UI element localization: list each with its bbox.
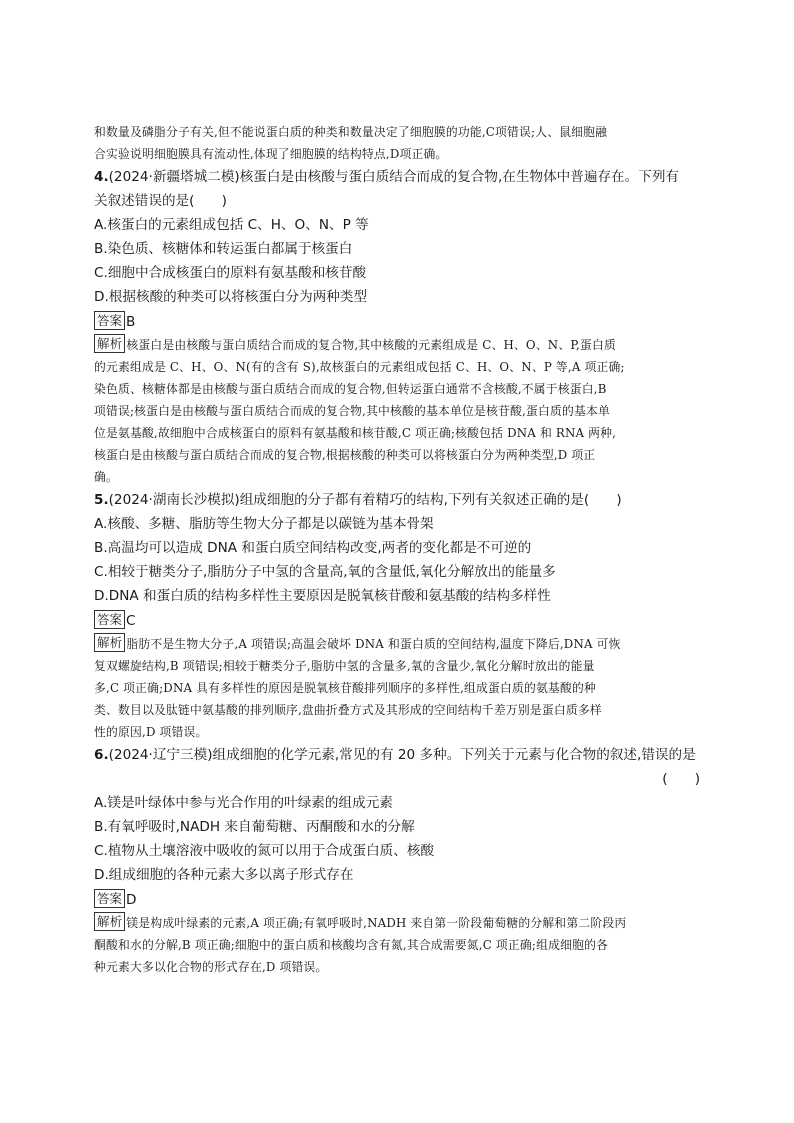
- option-d: D.DNA 和蛋白质的结构多样性主要原因是脱氧核苷酸和氨基酸的结构多样性: [94, 588, 551, 604]
- question-number: 6.: [94, 747, 109, 763]
- analysis-line: 解析 镁是构成叶绿素的元素,A 项正确;有氧呼吸时,NADH 来自第一阶段葡萄糖的分解和第二阶段丙: [94, 912, 704, 934]
- option-a: A.核酸、多糖、脂肪等生物大分子都是以碳链为基本骨架: [94, 516, 434, 532]
- option-c: C.植物从土壤溶液中吸收的氮可以用于合成蛋白质、核酸: [94, 843, 435, 859]
- answer-tag: 答案: [94, 889, 125, 908]
- analysis-line: 项错误;核蛋白是由核酸与蛋白质结合而成的复合物,其中核酸的基本单位是核苷酸,蛋白质的基本单: [94, 404, 610, 418]
- option-b: B.有氧呼吸时,NADH 来自葡萄糖、丙酮酸和水的分解: [94, 819, 415, 835]
- analysis-tag: 解析: [94, 334, 125, 353]
- analysis-line: 酮酸和水的分解,B 项正确;细胞中的蛋白质和核酸均含有氮,其合成需要氮,C 项正确;组成细胞的各: [94, 938, 609, 952]
- analysis-line: 解析 脂肪不是生物大分子,A 项错误;高温会破坏 DNA 和蛋白质的空间结构,温度下降后,DNA 可恢: [94, 633, 704, 655]
- analysis: [94, 334, 704, 488]
- option-c: C.相较于糖类分子,脂肪分子中氢的含量高,氧的含量低,氧化分解放出的能量多: [94, 564, 556, 580]
- analysis-line: 种元素大多以化合物的形式存在,D 项错误。: [94, 960, 328, 974]
- option-b: B.染色质、核糖体和转运蛋白都属于核蛋白: [94, 241, 353, 257]
- analysis-line: 复双螺旋结构,B 项错误;相较于糖类分子,脂肪中氢的含量多,氧的含量少,氧化分解时放出的能量: [94, 659, 595, 673]
- answer-paren: ( ): [662, 771, 700, 787]
- analysis-line: 类、数目以及肽链中氨基酸的排列顺序,盘曲折叠方式及其形成的空间结构千差万别是蛋白质多样: [94, 703, 602, 717]
- analysis-line: 确。: [94, 470, 118, 484]
- question-stem-line: 关叙述错误的是( ): [94, 193, 227, 209]
- intro-line: 合实验说明细胞膜具有流动性,体现了细胞膜的结构特点,D项正确。: [94, 147, 448, 161]
- question-stem-line: 4.(2024·新疆塔城二模)核蛋白是由核酸与蛋白质结合而成的复合物,在生物体中普遍存在。下列有: [94, 169, 680, 185]
- answer-tag: 答案: [94, 610, 125, 629]
- answer-tag: 答案: [94, 311, 125, 330]
- analysis-line: 解析 核蛋白是由核酸与蛋白质结合而成的复合物,其中核酸的元素组成是 C、H、O、N、P,蛋白质: [94, 334, 704, 356]
- option-a: A.核蛋白的元素组成包括 C、H、O、N、P 等: [94, 217, 369, 233]
- analysis-line: 染色质、核糖体都是由核酸与蛋白质结合而成的复合物,但转运蛋白通常不含核酸,不属于核蛋白,B: [94, 382, 607, 396]
- option-a: A.镁是叶绿体中参与光合作用的叶绿素的组成元素: [94, 795, 393, 811]
- analysis-line: 的元素组成是 C、H、O、N(有的含有 S),故核蛋白的元素组成包括 C、H、O、N、P 等,A 项正确;: [94, 360, 625, 374]
- question-number: 5.: [94, 492, 109, 508]
- intro-paragraph: [94, 121, 704, 165]
- analysis-line: 多,C 项正确;DNA 具有多样性的原因是脱氧核苷酸排列顺序的多样性,组成蛋白质的氨基酸的种: [94, 681, 596, 695]
- intro-line: 和数量及磷脂分子有关,但不能说蛋白质的种类和数量决定了细胞膜的功能,C项错误;人、鼠细胞融: [94, 125, 608, 139]
- option-d: D.组成细胞的各种元素大多以离子形式存在: [94, 867, 354, 883]
- option-b: B.高温均可以造成 DNA 和蛋白质空间结构改变,两者的变化都是不可逆的: [94, 540, 532, 556]
- analysis-line: 性的原因,D 项错误。: [94, 725, 208, 739]
- analysis-tag: 解析: [94, 912, 125, 931]
- question-number: 4.: [94, 169, 109, 185]
- option-d: D.根据核酸的种类可以将核蛋白分为两种类型: [94, 289, 368, 305]
- analysis: [94, 633, 704, 743]
- question-6: [94, 743, 704, 978]
- analysis-line: 核蛋白是由核酸与蛋白质结合而成的复合物,根据核酸的种类可以将核蛋白分为两种类型,D 项正: [94, 448, 596, 462]
- document-page: [94, 121, 704, 978]
- answer-row: [94, 609, 704, 633]
- analysis: [94, 912, 704, 978]
- answer-value: C: [126, 613, 136, 629]
- option-c: C.细胞中合成核蛋白的原料有氨基酸和核苷酸: [94, 265, 367, 281]
- question-stem-line: 5.(2024·湖南长沙模拟)组成细胞的分子都有着精巧的结构,下列有关叙述正确的是( ): [94, 492, 622, 508]
- analysis-tag: 解析: [94, 633, 125, 652]
- question-5: [94, 488, 704, 743]
- question-stem-line: 6.(2024·辽宁三模)组成细胞的化学元素,常见的有 20 多种。下列关于元素与化合物的叙述,错误的是: [94, 747, 696, 763]
- analysis-line: 位是氨基酸,故细胞中合成核蛋白的原料有氨基酸和核苷酸,C 项正确;核酸包括 DNA 和 RNA 两种,: [94, 426, 617, 440]
- answer-row: [94, 310, 704, 334]
- question-4: [94, 165, 704, 488]
- answer-row: [94, 888, 704, 912]
- answer-value: D: [126, 892, 137, 908]
- answer-value: B: [126, 314, 136, 330]
